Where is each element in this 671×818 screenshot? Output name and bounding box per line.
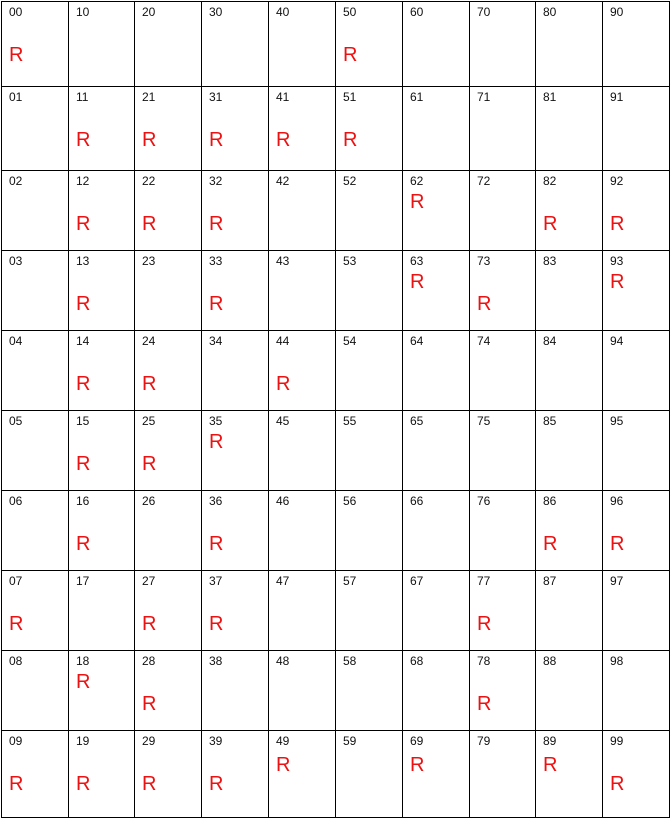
cell-mark: R: [209, 613, 224, 635]
cell-number: 91: [610, 90, 624, 104]
cell-number: 78: [477, 654, 491, 668]
cell-number: 95: [610, 414, 624, 428]
grid-cell: [469, 410, 535, 490]
cell-number: 84: [543, 334, 557, 348]
grid-cell: [68, 410, 134, 490]
cell-mark: R: [142, 213, 157, 235]
grid-cell: [535, 1, 602, 86]
cell-number: 85: [543, 414, 557, 428]
grid-cell: [535, 250, 602, 330]
cell-number: 30: [209, 5, 223, 19]
grid-cell: [134, 410, 201, 490]
cell-number: 23: [142, 254, 156, 268]
cell-number: 18: [76, 654, 90, 668]
grid-cell: [268, 250, 335, 330]
cell-mark: R: [610, 271, 625, 293]
cell-number: 47: [276, 574, 290, 588]
cell-number: 05: [9, 414, 23, 428]
grid-cell: [602, 570, 670, 650]
cell-mark: R: [410, 754, 425, 776]
grid-cell: [268, 86, 335, 170]
cell-number: 65: [410, 414, 424, 428]
cell-number: 01: [9, 90, 23, 104]
grid-cell: [469, 730, 535, 818]
cell-number: 15: [76, 414, 90, 428]
cell-number: 42: [276, 174, 290, 188]
cell-number: 06: [9, 494, 23, 508]
grid-cell: [68, 490, 134, 570]
cell-number: 71: [477, 90, 491, 104]
cell-mark: R: [209, 533, 224, 555]
cell-number: 07: [9, 574, 23, 588]
cell-mark: R: [76, 373, 91, 395]
grid-cell: [535, 730, 602, 818]
cell-number: 24: [142, 334, 156, 348]
cell-number: 58: [343, 654, 357, 668]
cell-mark: R: [276, 129, 291, 151]
cell-mark: R: [142, 773, 157, 795]
grid-cell: [1, 490, 68, 570]
grid-cell: [1, 330, 68, 410]
cell-number: 12: [76, 174, 90, 188]
cell-mark: R: [209, 431, 224, 453]
grid-cell: [134, 250, 201, 330]
grid-cell: [68, 570, 134, 650]
grid-cell: [469, 86, 535, 170]
cell-number: 77: [477, 574, 491, 588]
grid-cell: [602, 410, 670, 490]
cell-mark: R: [9, 44, 24, 66]
cell-number: 69: [410, 734, 424, 748]
grid-cell: [602, 490, 670, 570]
cell-number: 37: [209, 574, 223, 588]
grid-cell: [201, 330, 268, 410]
cell-number: 50: [343, 5, 357, 19]
cell-number: 55: [343, 414, 357, 428]
cell-number: 53: [343, 254, 357, 268]
cell-mark: R: [142, 453, 157, 475]
cell-mark: R: [477, 693, 492, 715]
grid-cell: [469, 1, 535, 86]
cell-mark: R: [9, 773, 24, 795]
grid-cell: [535, 570, 602, 650]
cell-number: 09: [9, 734, 23, 748]
cell-number: 94: [610, 334, 624, 348]
grid-cell: [68, 1, 134, 86]
grid-cell: [469, 250, 535, 330]
grid-cell: [134, 570, 201, 650]
cell-mark: R: [477, 293, 492, 315]
cell-number: 70: [477, 5, 491, 19]
grid-cell: [68, 250, 134, 330]
cell-number: 35: [209, 414, 223, 428]
grid-cell: [268, 330, 335, 410]
cell-number: 88: [543, 654, 557, 668]
grid-cell: [335, 730, 402, 818]
grid-cell: [201, 650, 268, 730]
grid-cell: [335, 490, 402, 570]
cell-mark: R: [543, 213, 558, 235]
grid-cell: [201, 1, 268, 86]
cell-number: 61: [410, 90, 424, 104]
cell-number: 33: [209, 254, 223, 268]
cell-mark: R: [76, 453, 91, 475]
grid-cell: [268, 410, 335, 490]
grid-cell: [535, 86, 602, 170]
cell-mark: R: [76, 213, 91, 235]
grid-cell: [268, 170, 335, 250]
cell-number: 46: [276, 494, 290, 508]
grid-cell: [201, 86, 268, 170]
cell-number: 93: [610, 254, 624, 268]
grid-cell: [1, 250, 68, 330]
cell-mark: R: [276, 373, 291, 395]
cell-number: 02: [9, 174, 23, 188]
cell-number: 20: [142, 5, 156, 19]
grid-cell: [335, 650, 402, 730]
cell-number: 56: [343, 494, 357, 508]
grid-cell: [402, 490, 469, 570]
grid-cell: [134, 730, 201, 818]
grid-cell: [469, 170, 535, 250]
grid-cell: [134, 650, 201, 730]
grid-cell: [1, 650, 68, 730]
cell-number: 80: [543, 5, 557, 19]
cell-mark: R: [76, 533, 91, 555]
cell-number: 29: [142, 734, 156, 748]
grid-cell: [602, 250, 670, 330]
grid-cell: [68, 730, 134, 818]
cell-mark: R: [477, 613, 492, 635]
grid-cell: [535, 410, 602, 490]
cell-mark: R: [610, 773, 625, 795]
cell-number: 98: [610, 654, 624, 668]
grid-cell: [335, 1, 402, 86]
grid-cell: [335, 330, 402, 410]
cell-mark: R: [209, 129, 224, 151]
cell-mark: R: [343, 44, 358, 66]
grid-cell: [602, 650, 670, 730]
grid-cell: [335, 170, 402, 250]
grid-cell: [68, 650, 134, 730]
cell-number: 86: [543, 494, 557, 508]
cell-number: 28: [142, 654, 156, 668]
grid-cell: [268, 730, 335, 818]
cell-mark: R: [209, 293, 224, 315]
cell-mark: R: [142, 693, 157, 715]
cell-number: 13: [76, 254, 90, 268]
cell-number: 60: [410, 5, 424, 19]
cell-number: 44: [276, 334, 290, 348]
cell-mark: R: [276, 754, 291, 776]
grid-cell: [268, 490, 335, 570]
cell-number: 89: [543, 734, 557, 748]
grid-cell: [1, 86, 68, 170]
cell-number: 62: [410, 174, 424, 188]
grid-cell: [134, 490, 201, 570]
grid-cell: [469, 330, 535, 410]
cell-number: 41: [276, 90, 290, 104]
cell-mark: R: [543, 754, 558, 776]
grid-cell: [335, 86, 402, 170]
grid-cell: [134, 330, 201, 410]
cell-number: 17: [76, 574, 90, 588]
grid-cell: [201, 170, 268, 250]
grid-cell: [68, 86, 134, 170]
grid-cell: [335, 570, 402, 650]
grid-cell: [402, 170, 469, 250]
cell-number: 87: [543, 574, 557, 588]
cell-mark: R: [142, 613, 157, 635]
cell-number: 00: [9, 5, 23, 19]
cell-number: 64: [410, 334, 424, 348]
grid-cell: [602, 86, 670, 170]
grid-cell: [402, 1, 469, 86]
grid-cell: [268, 650, 335, 730]
grid-cell: [68, 170, 134, 250]
grid-cell: [535, 650, 602, 730]
cell-number: 99: [610, 734, 624, 748]
grid-cell: [602, 730, 670, 818]
grid-cell: [602, 170, 670, 250]
grid-cell: [402, 650, 469, 730]
cell-number: 81: [543, 90, 557, 104]
cell-number: 97: [610, 574, 624, 588]
cell-number: 25: [142, 414, 156, 428]
grid-cell: [134, 1, 201, 86]
cell-number: 67: [410, 574, 424, 588]
cell-number: 10: [76, 5, 90, 19]
grid-cell: [134, 86, 201, 170]
grid-cell: [1, 730, 68, 818]
grid-cell: [268, 570, 335, 650]
cell-number: 40: [276, 5, 290, 19]
cell-mark: R: [343, 129, 358, 151]
cell-number: 76: [477, 494, 491, 508]
grid-cell: [402, 250, 469, 330]
cell-mark: R: [76, 293, 91, 315]
cell-number: 59: [343, 734, 357, 748]
grid-cell: [469, 650, 535, 730]
cell-mark: R: [76, 773, 91, 795]
cell-mark: R: [142, 129, 157, 151]
grid-cell: [402, 730, 469, 818]
cell-number: 14: [76, 334, 90, 348]
cell-number: 11: [76, 90, 89, 104]
cell-number: 79: [477, 734, 491, 748]
grid-cell: [68, 330, 134, 410]
cell-number: 52: [343, 174, 357, 188]
cell-mark: R: [209, 213, 224, 235]
cell-number: 51: [343, 90, 357, 104]
grid-cell: [1, 170, 68, 250]
grid-cell: [535, 170, 602, 250]
grid-cell: [1, 570, 68, 650]
cell-number: 21: [142, 90, 156, 104]
cell-number: 31: [209, 90, 223, 104]
cell-number: 04: [9, 334, 23, 348]
cell-number: 73: [477, 254, 491, 268]
grid-cell: [268, 1, 335, 86]
cell-mark: R: [76, 671, 91, 693]
cell-number: 75: [477, 414, 491, 428]
grid-cell: [201, 570, 268, 650]
grid-cell: [402, 570, 469, 650]
cell-mark: R: [543, 533, 558, 555]
grid-cell: [1, 1, 68, 86]
cell-number: 39: [209, 734, 223, 748]
cell-number: 90: [610, 5, 624, 19]
cell-number: 03: [9, 254, 23, 268]
cell-number: 08: [9, 654, 23, 668]
cell-number: 82: [543, 174, 557, 188]
grid-cell: [335, 250, 402, 330]
grid-cell: [469, 570, 535, 650]
cell-number: 45: [276, 414, 290, 428]
grid-cell: [402, 410, 469, 490]
cell-mark: R: [76, 129, 91, 151]
cell-number: 72: [477, 174, 491, 188]
grid-cell: [1, 410, 68, 490]
grid-cell: [602, 1, 670, 86]
cell-number: 32: [209, 174, 223, 188]
cell-number: 34: [209, 334, 223, 348]
cell-mark: R: [142, 373, 157, 395]
grid-cell: [201, 250, 268, 330]
cell-mark: R: [410, 271, 425, 293]
cell-number: 49: [276, 734, 290, 748]
cell-number: 66: [410, 494, 424, 508]
cell-number: 38: [209, 654, 223, 668]
grid-cell: [469, 490, 535, 570]
cell-number: 27: [142, 574, 156, 588]
grid-cell: [335, 410, 402, 490]
cell-number: 63: [410, 254, 424, 268]
grid-cell: [402, 86, 469, 170]
cell-mark: R: [610, 213, 625, 235]
grid-cell: [535, 330, 602, 410]
cell-number: 54: [343, 334, 357, 348]
cell-number: 16: [76, 494, 90, 508]
grid-cell: [535, 490, 602, 570]
cell-number: 57: [343, 574, 357, 588]
cell-number: 36: [209, 494, 223, 508]
cell-number: 22: [142, 174, 156, 188]
cell-number: 43: [276, 254, 290, 268]
cell-number: 68: [410, 654, 424, 668]
cell-number: 19: [76, 734, 90, 748]
cell-mark: R: [209, 773, 224, 795]
cell-mark: R: [610, 533, 625, 555]
cell-mark: R: [9, 613, 24, 635]
grid-cell: [201, 410, 268, 490]
grid-cell: [201, 490, 268, 570]
grid-cell: [602, 330, 670, 410]
cell-number: 96: [610, 494, 624, 508]
cell-number: 92: [610, 174, 624, 188]
cell-number: 74: [477, 334, 491, 348]
grid-cell: [134, 170, 201, 250]
cell-number: 48: [276, 654, 290, 668]
grid-cell: [402, 330, 469, 410]
grid-cell: [201, 730, 268, 818]
cell-mark: R: [410, 191, 425, 213]
cell-number: 26: [142, 494, 156, 508]
cell-number: 83: [543, 254, 557, 268]
